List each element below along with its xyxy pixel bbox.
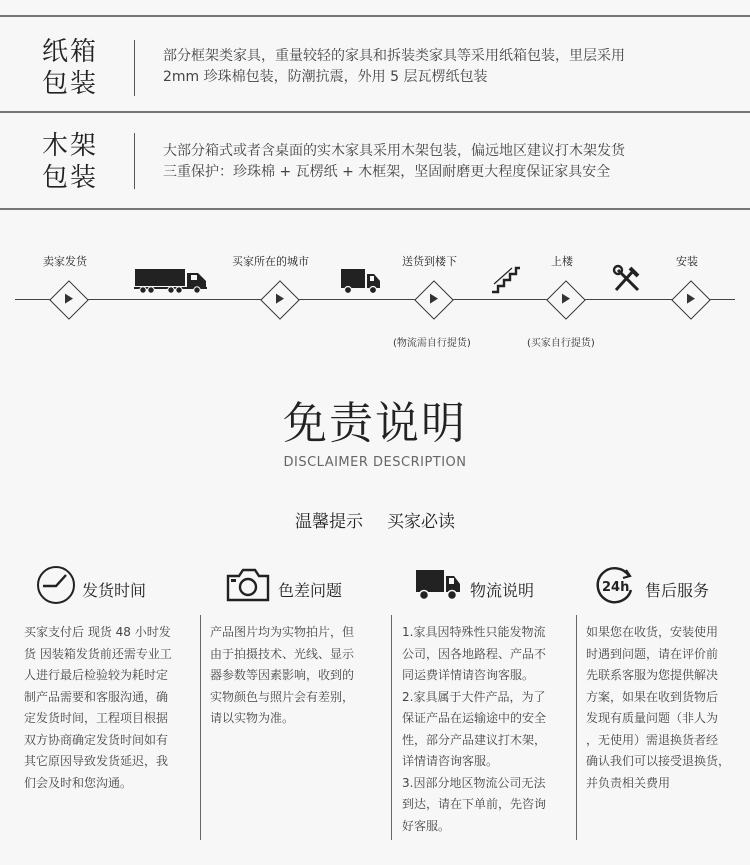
carton-packaging-title: 纸箱 包装 <box>41 37 98 99</box>
col-text-after-sales: 如果您在收货，安装使用 时遇到问题，请在评价前 先联系客服为您提供解决 方案，如果在收到货物后 发现有质量问题（非人为 ，无使用）需退换货者经 确认我们可以接受退换货， 并负责相关费用 <box>586 625 731 790</box>
wood-frame-packaging-title: 木架 包装 <box>41 131 98 193</box>
note-logistics-pickup: (物流需自行提货) <box>393 338 471 349</box>
tips-line <box>0 507 750 532</box>
small-truck-icon <box>340 267 382 295</box>
col-head-color-difference <box>225 564 395 608</box>
play-icon <box>687 294 695 304</box>
timeline-line <box>15 299 735 300</box>
play-icon <box>276 294 284 304</box>
truck-icon <box>414 564 462 606</box>
timeline-node-3 <box>414 280 454 320</box>
tip-warm-reminder: 温馨提示 <box>295 512 363 532</box>
col-text-logistics: 1.家具因特殊性只能发物流 公司，因各地路程、产品不 同运费详情请咨询客服。 2.家具属于大件产品，为了 保证产品在运输途中的安全 性，部分产品建议打木架， 详情请咨询客服。 3.因部分地区物流公司无法 到达，请在下单前，先咨询 好客服。 <box>402 625 547 833</box>
col-head-shipping-time <box>35 564 205 608</box>
play-icon <box>430 294 438 304</box>
top-divider <box>0 15 750 17</box>
clock-icon <box>35 564 77 606</box>
timeline-node-1 <box>49 280 89 320</box>
step-upstairs: 上楼 <box>551 255 573 268</box>
play-icon <box>562 294 570 304</box>
bottom-divider <box>0 208 750 210</box>
carton-packaging-text: 部分框架类家具，重量较轻的家具和拆装类家具等采用纸箱包装，里层采用 2mm 珍珠棉包装，防潮抗震，外用 5 层瓦楞纸包装 <box>163 48 625 85</box>
disclaimer-subtitle: DISCLAIMER DESCRIPTION <box>283 455 467 470</box>
step-installation: 安装 <box>676 255 698 268</box>
col-text-shipping-time: 买家支付后 现货 48 小时发 货 因装箱发货前还需专业工 人进行最后检验较为耗时定 制产品需要和客服沟通，确 定发货时间，工程项目根据 双方协商确定发货时间如有 其它原因导致发货延迟，我 们会及时和您沟通。 <box>24 625 172 790</box>
tip-buyer-must-read: 买家必读 <box>387 512 455 532</box>
column-separator-2 <box>391 615 392 840</box>
timeline-node-5 <box>671 280 711 320</box>
middle-divider <box>0 111 750 113</box>
col-title-after-sales: 售后服务 <box>645 581 710 600</box>
timeline-node-4 <box>546 280 586 320</box>
step-deliver-downstairs: 送货到楼下 <box>402 255 457 268</box>
24h-badge: 24h <box>602 580 630 595</box>
24h-service-icon <box>593 564 637 608</box>
timeline-node-2 <box>260 280 300 320</box>
step-seller-ships: 卖家发货 <box>43 255 87 268</box>
tools-icon <box>612 264 644 294</box>
camera-icon <box>225 564 271 606</box>
col-text-color-difference: 产品图片均为实物拍片，但 由于拍摄技术、光线、显示 器参数等因素影响，收到的 实物颜色与照片会有差别， 请以实物为准。 <box>210 625 355 725</box>
stairs-icon <box>490 266 522 294</box>
col-head-logistics <box>414 564 584 608</box>
col-title-shipping-time: 发货时间 <box>82 581 147 600</box>
note-buyer-pickup: (买家自行提货) <box>527 338 595 349</box>
column-separator-3 <box>576 615 577 840</box>
disclaimer-title: 免责说明 <box>283 398 467 449</box>
col-title-color-difference: 色差问题 <box>278 581 343 600</box>
wood-frame-packaging-text: 大部分箱式或者含桌面的实木家具采用木架包装，偏远地区建议打木架发货 三重保护：珍珠棉 + 瓦楞纸 + 木框架，坚固耐磨更大程度保证家具安全 <box>163 143 625 180</box>
step-buyer-city: 买家所在的城市 <box>232 255 309 268</box>
play-icon <box>65 294 73 304</box>
large-truck-icon <box>134 266 208 294</box>
col-title-logistics: 物流说明 <box>470 581 535 600</box>
wood-separator <box>134 133 135 189</box>
col-head-after-sales <box>593 564 750 608</box>
carton-separator <box>134 40 135 96</box>
column-separator-1 <box>200 615 201 840</box>
